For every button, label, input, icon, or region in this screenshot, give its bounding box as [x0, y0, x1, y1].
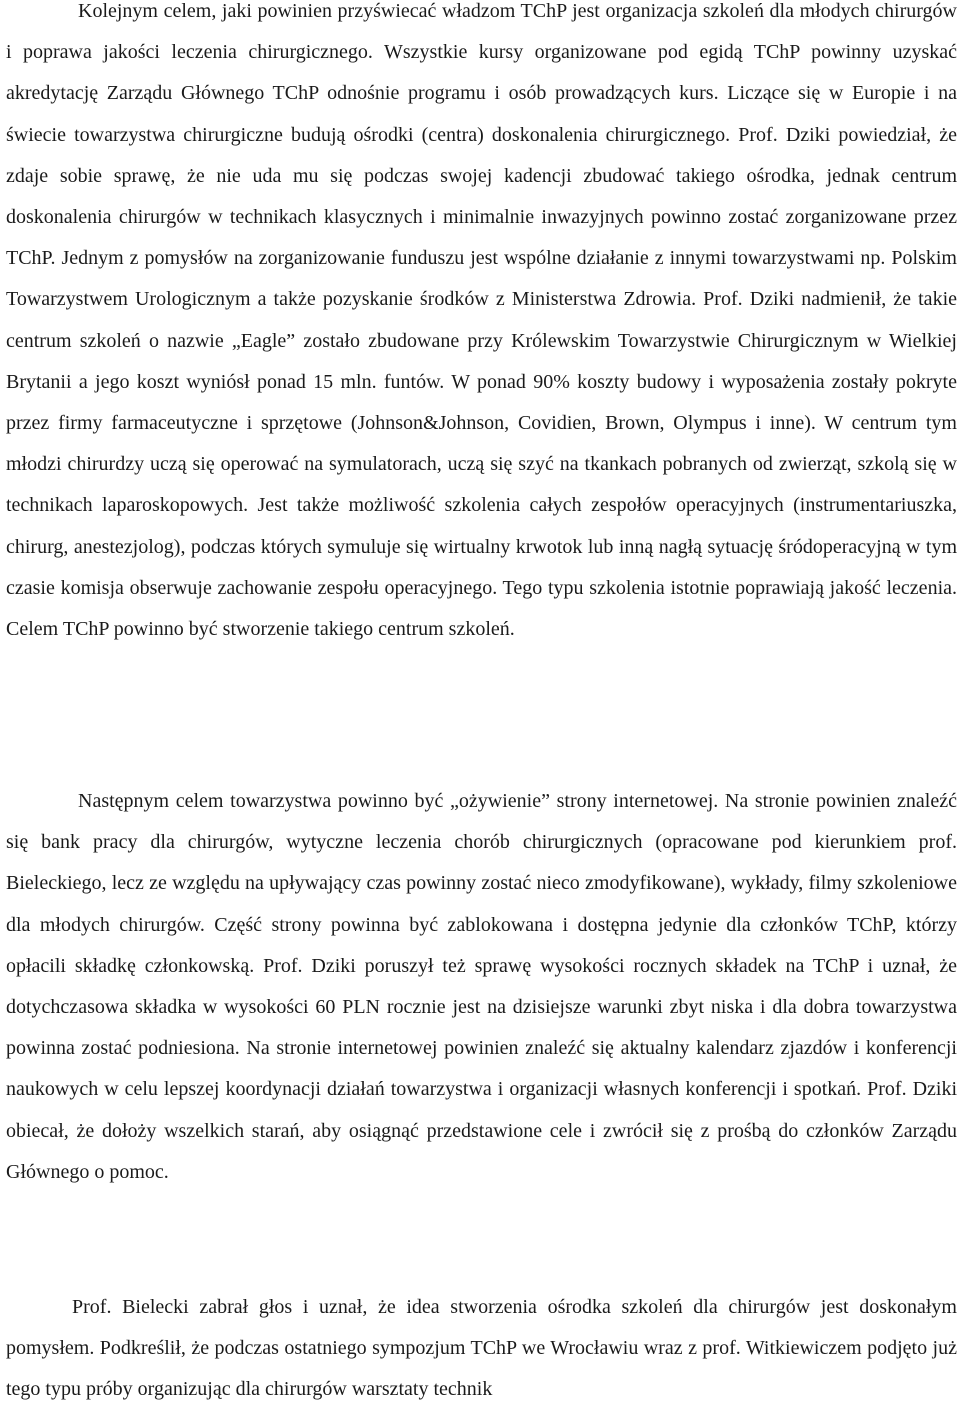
paragraph-website: Następnym celem towarzystwa powinno być „ożywienie” strony internetowej. Na stronie powinien znaleźć się bank pracy dla chirurgów, wytyczne leczenia chorób chirurgicznych (opracowane pod kierunkiem prof. Bieleckiego, lecz ze względu na upływający czas powinny zostać nieco zmodyfikowane), wykłady, filmy szkoleniowe dla młodych chirurgów. Część strony powinna być zablokowana i dostępna jedynie dla członków TChP, którzy opłacili składkę członkowską. Prof. Dziki poruszył też sprawę wysokości rocznych składek na TChP i uznał, że dotychczasowa składka w wysokości 60 PLN rocznie jest na dzisiejsze warunki zbyt niska i dla dobra towarzystwa powinna zostać podniesiona. Na stronie internetowej powinien znaleźć się aktualny kalendarz zjazdów i konferencji naukowych w celu lepszej koordynacji działań towarzystwa i organizacji własnych konferencji i spotkań. Prof. Dziki obiecał, że dołoży wszelkich starań, aby osiągnąć przedstawione cele i zwrócił się z prośbą do członków Zarządu Głównego o pomoc. [6, 790, 957, 1183]
paragraph-bielecki: Prof. Bielecki zabrał głos i uznał, że idea stworzenia ośrodka szkoleń dla chirurgów jest doskonałym pomysłem. Podkreślił, że podczas ostatniego sympozjum TChP we Wrocławiu wraz z prof. Witkiewiczem podjęto już tego typu próby organizując dla chirurgów warsztaty technik [6, 1296, 957, 1401]
paragraph-training-centre: Kolejnym celem, jaki powinien przyświecać władzom TChP jest organizacja szkoleń dla młodych chirurgów i poprawa jakości leczenia chirurgicznego. Wszystkie kursy organizowane pod egidą TChP powinny uzyskać akredytację Zarządu Głównego TChP odnośnie programu i osób prowadzących kurs. Liczące się w Europie i na świecie towarzystwa chirurgiczne budują ośrodki (centra) doskonalenia chirurgicznego. Prof. Dziki powiedział, że zdaje sobie sprawę, że nie uda mu się podczas swojej kadencji zbudować takiego ośrodka, jednak centrum doskonalenia chirurgów w technikach klasycznych i minimalnie inwazyjnych powinno zostać zorganizowane przez TChP. Jednym z pomysłów na zorganizowanie funduszu jest wspólne działanie z innymi towarzystwami np. Polskim Towarzystwem Urologicznym a także pozyskanie środków z Ministerstwa Zdrowia. Prof. Dziki nadmienił, że takie centrum szkoleń o nazwie „Eagle” zostało zbudowane przy Królewskim Towarzystwie Chirurgicznym w Wielkiej Brytanii a jego koszt wyniósł ponad 15 mln. funtów. W ponad 90% koszty budowy i wyposażenia zostały pokryte przez firmy farmaceutyczne i sprzętowe (Johnson&Johnson, Covidien, Brown, Olympus i inne). W centrum tym młodzi chirurdzy uczą się operować na symulatorach, uczą się szyć na tkankach pobranych od zwierząt, szkolą się w technikach laparoskopowych. Jest także możliwość szkolenia całych zespołów operacyjnych (instrumentariuszka, chirurg, anestezjolog), podczas których symuluje się wirtualny krwotok lub inną nagłą sytuację śródoperacyjną w tym czasie komisja obserwuje zachowanie zespołu operacyjnego. Tego typu szkolenia istotnie poprawiają jakość leczenia. Celem TChP powinno być stworzenie takiego centrum szkoleń. [6, 0, 957, 641]
